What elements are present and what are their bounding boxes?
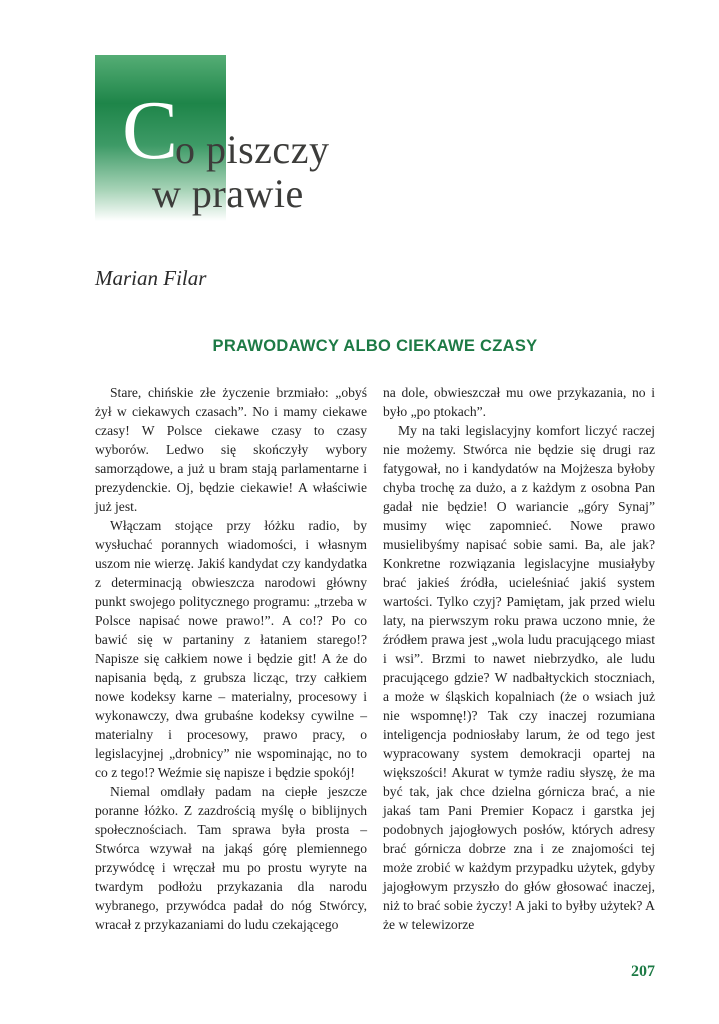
author-name: Marian Filar xyxy=(95,266,207,290)
paragraph: Stare, chińskie złe życzenie brzmiało: „obyś żył w ciekawych czasach”. No i mamy ciekawe czasy! W Polsce ciekawe czasy to czasy wyborów. Ledwo się skończyły wybory samorządowe, a już u bram stają parlamentarne i prezydenckie. Oj, będzie ciekawie! A właściwie już jest. xyxy=(95,385,367,514)
left-column xyxy=(95,383,367,934)
masthead-title-line2: w prawie xyxy=(152,171,304,216)
article-body xyxy=(95,383,655,934)
article-headline: PRAWODAWCY ALBO CIEKAWE CZASY xyxy=(212,337,538,355)
masthead-drop-cap: C xyxy=(122,84,179,177)
masthead-title-line1: o piszczy xyxy=(175,127,330,172)
paragraph: Niemal omdlały padam na ciepłe jeszcze poranne łóżko. Z zazdrością myślę o biblijnych społecznościach. Tam sprawa była prosta – Stwórca wzywał na jakąś górę plemiennego przywódcę i wręczał mu po prostu wyryte na twardym podłożu przykazania dla narodu wybranego, przywódca padał do nóg Stwórcy, wracał z przykazaniami do ludu czekającego xyxy=(95,784,367,932)
paragraph: My na taki legislacyjny komfort liczyć raczej nie możemy. Stwórca nie będzie się drugi raz fatygował, no i kandydatów na Mojżesza byłoby chyba trochę za dużo, a z każdym z osobna Pan gadał nie będzie! O wariancie „góry Synaj” musimy więc zapomnieć. Nowe prawo musielibyśmy napisać sobie sami. Ba, ale jak? Konkretne rozwiązania legislacyjne musiałyby brać jakieś źródła, ucieleśniać jakiś system wartości. Tylko czyj? Pamiętam, jak przed wielu laty, na pierwszym roku prawa uczono mnie, że źródłem prawa jest „wola ludu pracującego miast i wsi”. Brzmi to nawet niebrzydko, ale ludu pracującego gdzie? W nadbałtyckich stoczniach, a może w śląskich kopalniach (że o wsiach już nie wspomnę!)? Tak czy inaczej rozumiana inteligencja podniosłaby larum, że od tego jest wypracowany system demokracji opartej na większości! Akurat w tymże radiu słyszę, że ma być tak, jak chce dzielna górnicza brać, a nie jakaś tam Pani Premier Kopacz i garstka jej podobnych jajogłowych posłów, których adresy brać górnicza dobrze zna i ze znajomości tej może zrobić w każdym przypadku użytek, gdyby jajogłowym przyszło do głów głosować inaczej, niż to brać sobie życzy! A jaki to byłby użytek? A że w telewizorze xyxy=(383,423,655,932)
paragraph: Włączam stojące przy łóżku radio, by wysłuchać porannych wiadomości, i własnym uszom nie wierzę. Jakiś kandydat czy kandydatka z determinacją obwieszcza narodowi główny punkt swojego politycznego programu: „trzeba w Polsce napisać nowe prawo!”. A co!? Po co bawić się w partaniny z łataniem starego!? Napisze się całkiem nowe i będzie git! A że do napisania będą, z grubsza licząc, trzy całkiem nowe kodeksy karne – materialny, procesowy i wykonawczy, dwa grubaśne kodeksy cywilne – materialny i procesowy, prawo pracy, o legislacyjnej „drobnicy” nie wspominając, no to co z tego!? Weźmie się napisze i będzie spokój! xyxy=(95,518,367,780)
page-number: 207 xyxy=(631,963,655,980)
masthead xyxy=(95,55,455,240)
paragraph: na dole, obwieszczał mu owe przykazania, no i było „po ptokach”. xyxy=(383,385,655,419)
right-column xyxy=(383,383,655,934)
